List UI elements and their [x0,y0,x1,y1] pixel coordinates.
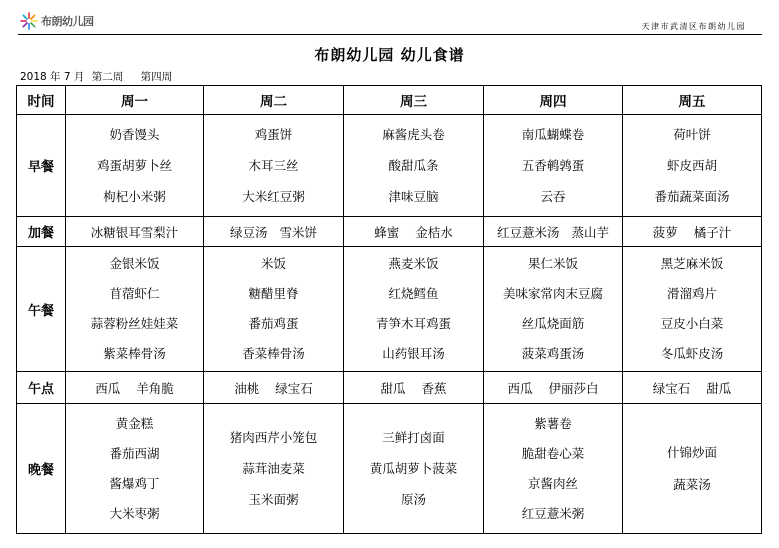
dish: 蔬菜汤 [673,476,711,492]
col-header-tue: 周二 [204,86,344,115]
dish: 燕麦米饭 [388,256,439,271]
cell-breakfast-wed [344,115,484,217]
dish: 蜂蜜 金桔水 [374,225,453,240]
dish: 西瓜 羊角脆 [95,381,174,396]
dish: 菠萝 橘子汁 [652,225,732,240]
dish: 原汤 [400,492,426,507]
dish: 甜瓜 香蕉 [380,381,447,396]
menu-table [16,85,762,534]
dish: 鸡蛋胡萝卜丝 [96,158,172,173]
dish: 香菜棒骨汤 [242,346,305,361]
meal-label-lunch: 午餐 [17,247,66,372]
week-a: 第二周 [91,71,124,83]
dish: 虾皮西胡 [666,158,717,173]
dish: 津味豆脑 [388,189,439,204]
dish: 番茄西湖 [109,445,160,461]
dish: 冰糖银耳雪梨汁 [90,225,179,240]
dish: 番茄鸡蛋 [248,316,299,331]
cell-dinner-thu [484,404,623,534]
dish: 果仁米饭 [527,256,578,271]
cell-snack-wed [344,217,484,247]
dish: 紫薯卷 [534,415,572,431]
table-row-morning-snack [17,217,762,247]
dish: 滑溜鸡片 [666,286,717,301]
cell-afternoon-tue [204,372,344,404]
week-b: 第四周 [140,71,173,83]
dish: 绿宝石 甜瓜 [652,381,732,396]
cell-dinner-wed [344,404,484,534]
dish: 青笋木耳鸡蛋 [375,316,451,331]
cell-breakfast-mon [66,115,204,217]
cell-lunch-wed [344,247,484,372]
cell-dinner-mon [66,404,204,534]
dish: 山药银耳汤 [382,346,445,361]
dish: 酸甜瓜条 [388,158,439,173]
sunburst-icon [20,12,38,30]
cell-lunch-thu [484,247,623,372]
dish: 荷叶饼 [673,127,711,142]
year-month: 2018 年 7 月 [20,71,85,83]
dish: 大米枣粥 [109,505,160,521]
dish: 麻酱虎头卷 [382,127,445,142]
dish: 鸡蛋饼 [254,127,293,142]
dish: 红烧鳕鱼 [388,286,439,301]
logo-text: 布朗幼儿园 [41,15,94,28]
dish: 油桃 绿宝石 [234,381,313,396]
cell-breakfast-thu [484,115,623,217]
dish: 五香鹌鹑蛋 [521,158,585,173]
cell-afternoon-wed [344,372,484,404]
dish: 绿豆汤 雪米饼 [230,225,317,240]
dish: 丝瓜烧面筋 [521,316,585,331]
cell-lunch-mon [66,247,204,372]
cell-afternoon-fri [623,372,762,404]
cell-snack-mon [66,217,204,247]
cell-breakfast-tue [204,115,344,217]
dish: 什锦炒面 [666,444,717,460]
header-row [17,86,762,115]
dish: 蒜茸油麦菜 [242,461,305,476]
dish: 糖醋里脊 [248,286,299,301]
cell-lunch-tue [204,247,344,372]
cell-afternoon-thu [484,372,623,404]
dish: 酱爆鸡丁 [109,475,160,491]
dish: 豆皮小白菜 [660,316,724,331]
dish: 大米红豆粥 [242,189,305,204]
cell-snack-tue [204,217,344,247]
dish: 黑芝麻米饭 [660,256,724,271]
school-address: 天津市武清区布朗幼儿园 [641,22,746,31]
meal-label-morning-snack: 加餐 [17,217,66,247]
dish: 三鲜打卤面 [382,430,445,445]
dish: 云吞 [540,189,566,204]
dish: 蒜蓉粉丝娃娃菜 [90,316,179,331]
dish: 南瓜蝴蝶卷 [521,127,585,142]
meal-label-dinner: 晚餐 [17,404,66,534]
table-row-lunch [17,247,762,372]
dish: 冬瓜虾皮汤 [660,346,724,361]
meal-label-afternoon-snack: 午点 [17,372,66,404]
dish: 黄瓜胡萝卜菠菜 [369,461,458,476]
header-bar [18,8,762,35]
col-header-wed: 周三 [344,86,484,115]
page-title: 布朗幼儿园 幼儿食谱 [314,46,465,64]
cell-dinner-tue [204,404,344,534]
dish: 奶香馒头 [109,127,160,142]
dish: 苜蓿虾仁 [109,286,160,301]
cell-breakfast-fri [623,115,762,217]
dish: 菠菜鸡蛋汤 [521,346,585,361]
dish: 番茄蔬菜面汤 [654,189,730,204]
dish: 红豆薏米汤 蒸山芋 [497,225,609,240]
dish: 米饭 [260,256,286,271]
dish: 京酱肉丝 [527,475,578,491]
cell-dinner-fri [623,404,762,534]
dish: 美味家常肉末豆腐 [502,286,603,301]
date-line [20,69,176,84]
meal-label-breakfast: 早餐 [17,115,66,217]
col-header-time: 时间 [17,86,66,115]
dish: 红豆薏米粥 [521,505,585,521]
dish: 黄金糕 [115,415,154,431]
col-header-fri: 周五 [623,86,762,115]
table-row-breakfast [17,115,762,217]
dish: 紫菜棒骨汤 [103,346,166,361]
col-header-mon: 周一 [66,86,204,115]
table-row-dinner [17,404,762,534]
dish: 枸杞小米粥 [103,189,166,204]
table-row-afternoon-snack [17,372,762,404]
school-logo [20,12,94,30]
cell-lunch-fri [623,247,762,372]
cell-snack-thu [484,217,623,247]
cell-afternoon-mon [66,372,204,404]
dish: 脆甜卷心菜 [521,445,585,461]
dish: 猪肉西芹小笼包 [229,430,318,445]
col-header-thu: 周四 [484,86,623,115]
cell-snack-fri [623,217,762,247]
dish: 木耳三丝 [248,158,299,173]
dish: 金银米饭 [109,256,160,271]
dish: 西瓜 伊丽莎白 [507,381,599,396]
dish: 玉米面粥 [248,492,299,507]
